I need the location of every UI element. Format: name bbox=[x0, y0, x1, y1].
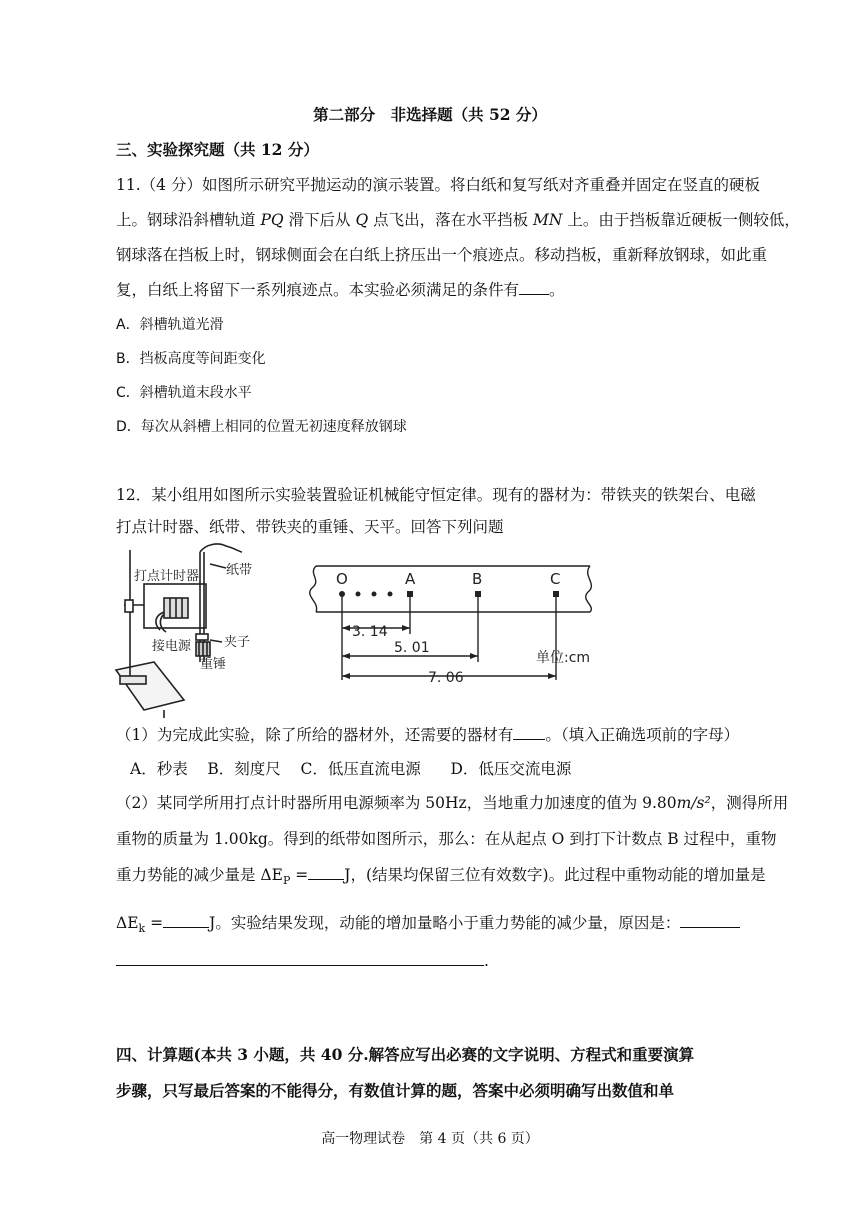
q11-line2: 上。钢球沿斜槽轨道 PQ 滑下后从 Q 点飞出，落在水平挡板 MN 上。由于挡板靠近硬板一侧较低， bbox=[116, 211, 800, 229]
q11-option-d: D．每次从斜槽上相同的位置无初速度释放钢球 bbox=[116, 419, 407, 435]
q11-option-a: A．斜槽轨道光滑 bbox=[116, 317, 224, 333]
answer-blank bbox=[308, 864, 344, 880]
section4-line2: 步骤，只写最后答案的不能得分，有数值计算的题，答案中必须明确写出数值和单 bbox=[116, 1081, 675, 1100]
q12-sub2-line5: . bbox=[116, 950, 760, 972]
distance-oa: 3. 14 bbox=[352, 624, 388, 640]
point-c: C bbox=[550, 570, 561, 588]
label-weight: 重锤 bbox=[200, 657, 227, 672]
q12-sub2-line3: 重力势能的减少量是 $\Delta E_P = J$，(结果均保留三位有效数字)。此过程中重物动能的增加量是 bbox=[116, 866, 766, 888]
distance-ob: 5. 01 bbox=[394, 640, 430, 656]
option-a: A．秒表 bbox=[130, 760, 188, 778]
answer-blank bbox=[116, 950, 484, 966]
option-b: B．刻度尺 bbox=[207, 760, 281, 778]
section3-title: 三、实验探究题（共 12 分） bbox=[116, 140, 319, 159]
answer-blank bbox=[680, 912, 740, 928]
answer-blank bbox=[163, 912, 209, 928]
q12-line1: 12．某小组用如图所示实验装置验证机械能守恒定律。现有的器材为：带铁夹的铁架台、电磁 bbox=[116, 486, 756, 504]
page-footer: 高一物理试卷 第 4 页（共 6 页） bbox=[321, 1131, 539, 1147]
q12-sub2-line4: $\Delta E_k = J$。实验结果发现，动能的增加量略小于重力势能的减少量，原因是： bbox=[116, 912, 760, 940]
answer-blank bbox=[513, 724, 545, 740]
apparatus-figure bbox=[114, 542, 304, 720]
option-d: D．低压交流电源 bbox=[450, 760, 572, 778]
tape-figure bbox=[306, 558, 600, 690]
point-o: O bbox=[336, 570, 348, 588]
q12-sub2-line2: 重物的质量为 1.00kg。得到的纸带如图所示，那么：在从起点 O 到打下计数点 B 过程中，重物 bbox=[116, 830, 777, 848]
part-title: 第二部分 非选择题（共 52 分） bbox=[313, 105, 547, 124]
q12-sub2-line1: （2）某同学所用打点计时器所用电源频率为 50Hz，当地重力加速度的值为 9.80m/s²，测得所用 bbox=[116, 794, 789, 812]
label-power: 接电源 bbox=[152, 639, 192, 654]
label-clamp: 夹子 bbox=[224, 635, 251, 650]
q11-option-b: B．挡板高度等间距变化 bbox=[116, 351, 266, 367]
answer-blank bbox=[519, 279, 549, 295]
q11-line1: 11.（4 分）如图所示研究平抛运动的演示装置。将白纸和复写纸对齐重叠并固定在竖直的硬板 bbox=[116, 176, 760, 194]
label-timer: 打点计时器 bbox=[134, 569, 200, 584]
q12-sub1: （1）为完成此实验，除了所给的器材外，还需要的器材有 。（填入正确选项前的字母） bbox=[116, 726, 740, 744]
q11-option-c: C．斜槽轨道末段水平 bbox=[116, 385, 252, 401]
q11-line3: 钢球落在挡板上时，钢球侧面会在白纸上挤压出一个痕迹点。移动挡板，重新释放钢球，如此重 bbox=[116, 246, 768, 264]
point-a: A bbox=[405, 570, 416, 588]
q11-line4: 复，白纸上将留下一系列痕迹点。本实验必须满足的条件有 。 bbox=[116, 281, 565, 299]
distance-oc: 7. 06 bbox=[428, 670, 464, 686]
q12-sub1-options bbox=[130, 758, 760, 780]
q12-line2: 打点计时器、纸带、带铁夹的重锤、天平。回答下列问题 bbox=[116, 518, 504, 536]
label-tape: 纸带 bbox=[226, 563, 253, 578]
point-b: B bbox=[472, 570, 483, 588]
option-c: C．低压直流电源 bbox=[300, 760, 421, 778]
section4-line1: 四、计算题(本共 3 小题，共 40 分.解答应写出必赛的文字说明、方程式和重要演算 bbox=[116, 1045, 695, 1064]
unit-label: 单位:cm bbox=[536, 650, 591, 666]
